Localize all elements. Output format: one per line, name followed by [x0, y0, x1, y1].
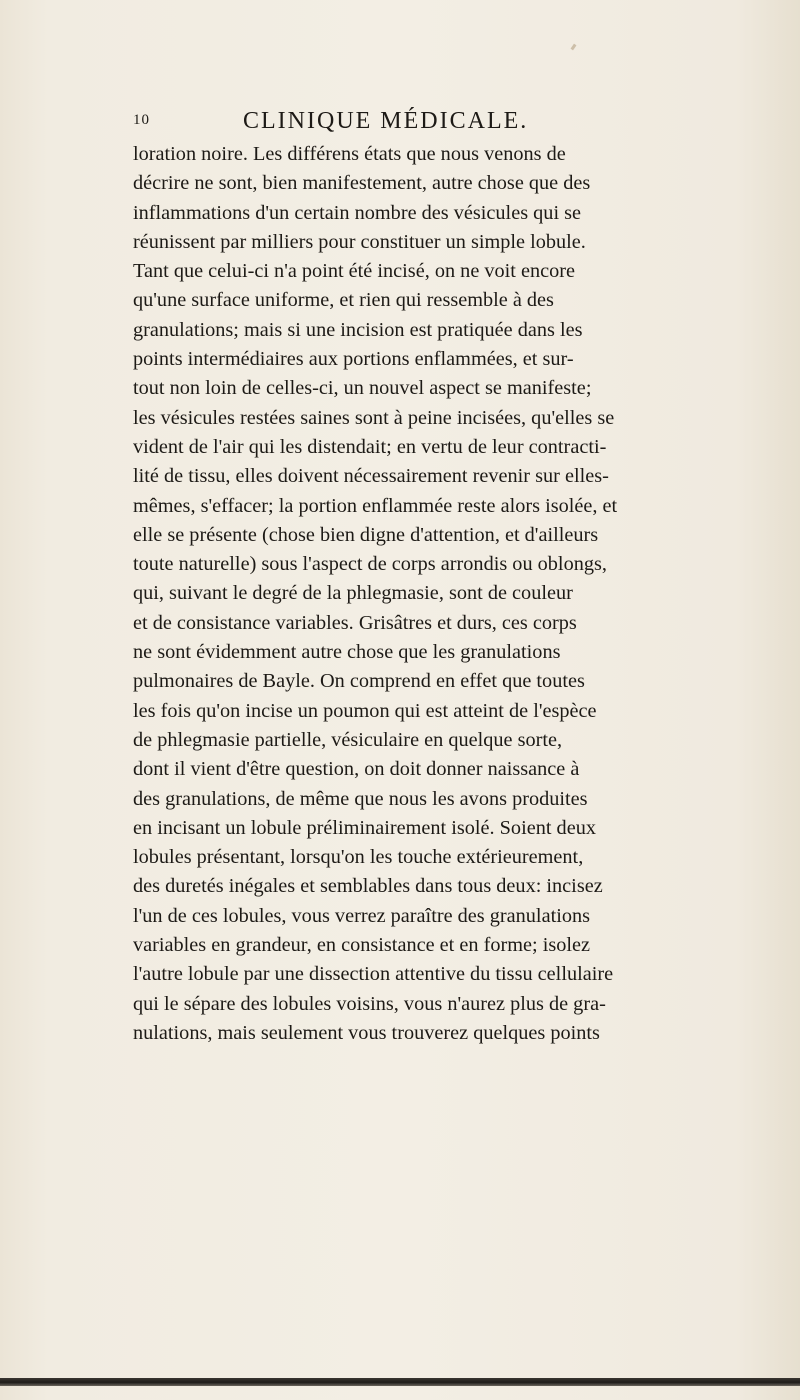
text-line: tout non loin de celles-ci, un nouvel aspect se manifeste;: [133, 377, 592, 400]
text-line: lité de tissu, elles doivent nécessairement revenir sur elles-: [133, 465, 609, 488]
text-line: qu'une surface uniforme, et rien qui ressemble à des: [133, 289, 554, 312]
scan-edge-bar: [0, 1378, 800, 1386]
text-line: dont il vient d'être question, on doit donner naissance à: [133, 758, 580, 781]
text-line: les vésicules restées saines sont à peine incisées, qu'elles se: [133, 406, 615, 429]
text-line: ne sont évidemment autre chose que les granulations: [133, 641, 561, 664]
text-line: en incisant un lobule préliminairement isolé. Soient deux: [133, 816, 596, 839]
text-line: et de consistance variables. Grisâtres et durs, ces corps: [133, 611, 577, 634]
text-line: mêmes, s'effacer; la portion enflammée reste alors isolée, et: [133, 494, 618, 517]
paper-mark: [571, 44, 577, 51]
text-line: toute naturelle) sous l'aspect de corps arrondis ou oblongs,: [133, 553, 607, 576]
text-line: des granulations, de même que nous les avons produites: [133, 787, 588, 810]
text-line: de phlegmasie partielle, vésiculaire en quelque sorte,: [133, 728, 563, 751]
page-header: [133, 108, 693, 138]
text-line: l'un de ces lobules, vous verrez paraître des granulations: [133, 904, 591, 927]
text-line: lobules présentant, lorsqu'on les touche extérieurement,: [133, 846, 584, 869]
text-line: variables en grandeur, en consistance et en forme; isolez: [133, 934, 591, 957]
text-line: inflammations d'un certain nombre des vésicules qui se: [133, 201, 582, 224]
text-line: réunissent par milliers pour constituer un simple lobule.: [133, 230, 586, 253]
text-line: vident de l'air qui les distendait; en vertu de leur contracti-: [133, 435, 607, 458]
body-text: [133, 140, 701, 1048]
text-line: l'autre lobule par une dissection attentive du tissu cellulaire: [133, 963, 614, 986]
text-line: les fois qu'on incise un poumon qui est atteint de l'espèce: [133, 699, 597, 722]
text-line: loration noire. Les différens états que nous venons de: [133, 143, 566, 165]
text-line: qui le sépare des lobules voisins, vous n'aurez plus de gra-: [133, 992, 606, 1015]
text-line: pulmonaires de Bayle. On comprend en effet que toutes: [133, 670, 585, 693]
running-title: CLINIQUE MÉDICALE.: [243, 108, 529, 134]
text-line: elle se présente (chose bien digne d'attention, et d'ailleurs: [133, 523, 599, 546]
text-line: granulations; mais si une incision est pratiquée dans les: [133, 318, 583, 341]
text-line: nulations, mais seulement vous trouverez quelques points: [133, 1021, 600, 1044]
page-number: 10: [133, 112, 150, 128]
text-line: points intermédiaires aux portions enflammées, et sur-: [133, 348, 574, 371]
text-line: Tant que celui-ci n'a point été incisé, on ne voit encore: [133, 260, 576, 283]
text-line: décrire ne sont, bien manifestement, autre chose que des: [133, 172, 591, 195]
text-line: qui, suivant le degré de la phlegmasie, sont de couleur: [133, 582, 573, 605]
text-line: des duretés inégales et semblables dans tous deux: incisez: [133, 875, 603, 898]
